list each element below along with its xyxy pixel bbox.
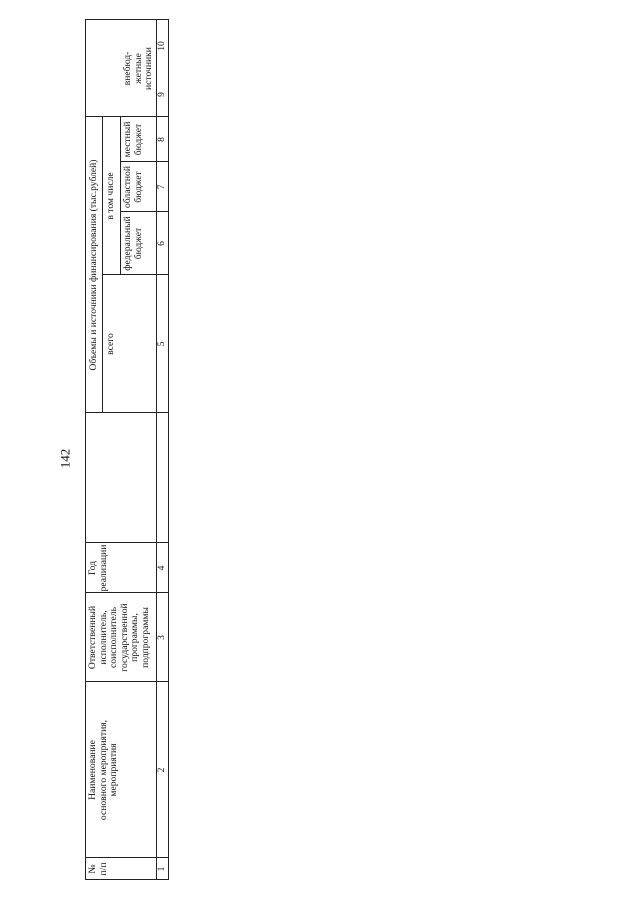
- col-number-9: 9: [156, 92, 167, 97]
- column-numbers-border: [168, 20, 169, 880]
- header-col-executor: Ответственный исполнитель, соисполнитель государственной программы, подпрограммы: [87, 603, 151, 672]
- col-number-6: 6: [156, 241, 167, 246]
- col-number-10: 10: [156, 41, 167, 51]
- rotated-table: [80, 20, 500, 880]
- col-number-3: 3: [156, 635, 167, 640]
- header-volumes: Объемы и источники финансирования (тыс.рублей): [88, 159, 99, 371]
- header-col-year: Год реализации: [87, 544, 109, 592]
- page-number: 142: [57, 448, 73, 469]
- col-number-4: 4: [156, 565, 167, 571]
- table-top-border: [85, 20, 86, 880]
- col-number-5: 5: [156, 341, 167, 347]
- volumes-header-divider: [102, 117, 103, 413]
- header-extra: внебюд- жетные источники: [122, 47, 155, 90]
- header-local: местный бюджет: [122, 121, 144, 158]
- header-regional: областной бюджет: [122, 166, 144, 209]
- incl-header-divider: [120, 117, 121, 275]
- col-number-8: 8: [156, 137, 167, 142]
- header-total: всего: [105, 333, 116, 355]
- header-col-name: Наименование основного мероприятия, мероприятия: [87, 719, 120, 821]
- header-federal: федеральный бюджет: [122, 216, 144, 271]
- header-col-number: № п/п: [87, 862, 109, 876]
- header-incl: в том числе: [105, 172, 116, 220]
- col-number-2: 2: [156, 767, 167, 773]
- col-number-7: 7: [156, 184, 167, 190]
- col-number-1: 1: [156, 866, 167, 872]
